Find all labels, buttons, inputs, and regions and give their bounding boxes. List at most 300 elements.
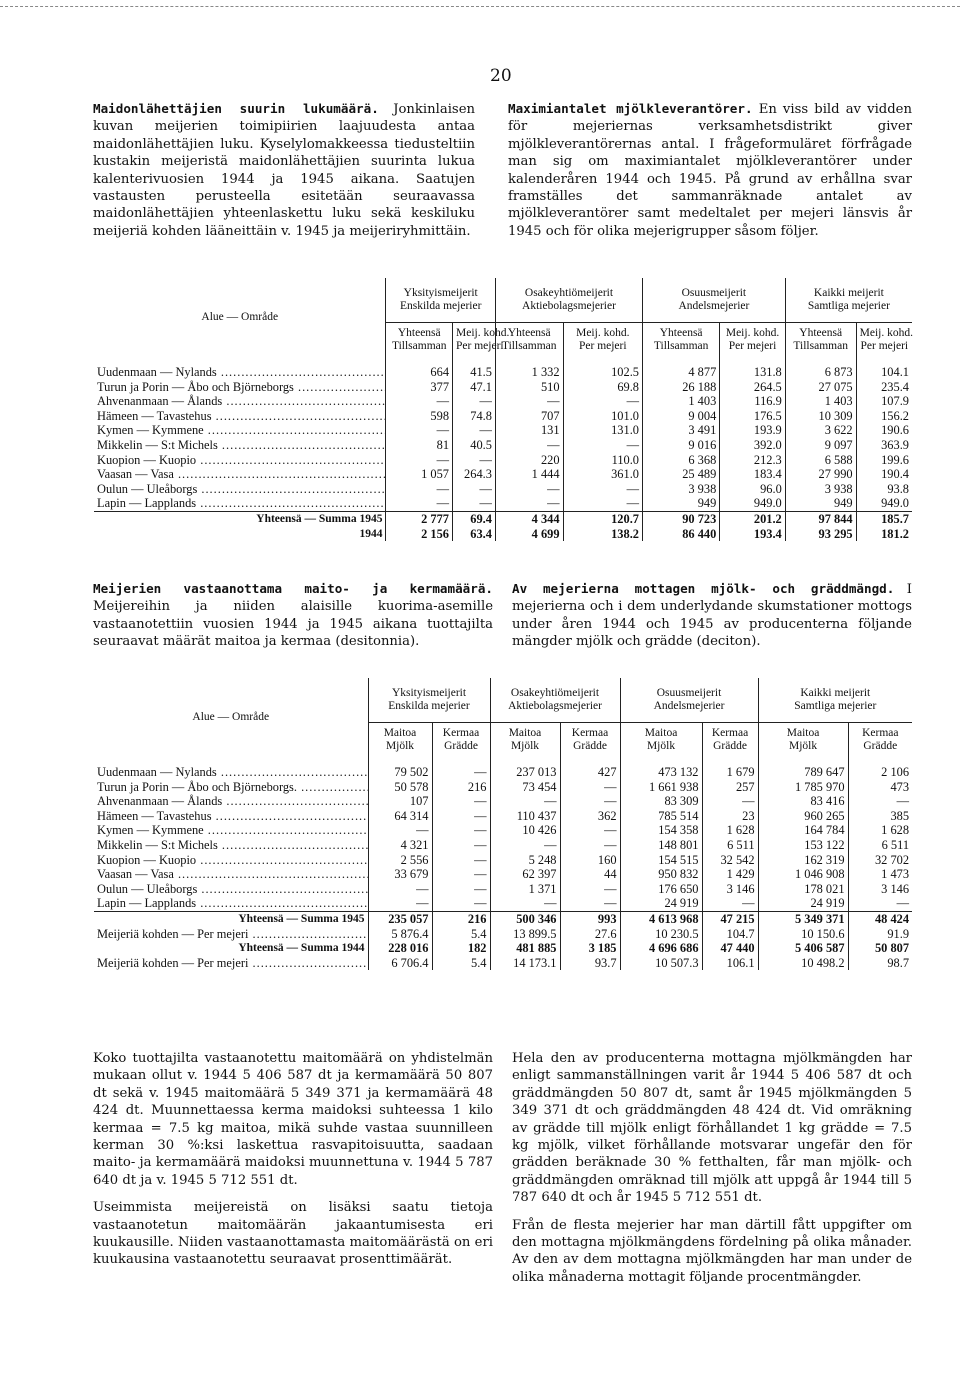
total-cell: 216: [432, 911, 490, 926]
table-cell: —: [848, 794, 912, 809]
table-cell: 1 628: [702, 823, 758, 838]
table-cell: 1 473: [848, 867, 912, 882]
table-cell: —: [432, 838, 490, 853]
table2-area-header: Alue — Område: [192, 711, 270, 724]
total-cell: 93.7: [560, 956, 620, 971]
total-cell: 201.2: [720, 511, 785, 526]
table-cell: 264.3: [453, 467, 496, 482]
table-cell: 264.5: [720, 380, 785, 395]
table-cell: 107.9: [856, 394, 912, 409]
table-cell: 1 403: [643, 394, 720, 409]
row-area-label: Kuopion — Kuopio .....: [94, 853, 368, 868]
table-row: [94, 438, 912, 453]
total-cell: 5.4: [432, 927, 490, 942]
total-cell: 3 185: [560, 941, 620, 956]
total-cell: 993: [560, 911, 620, 926]
section3-swedish: [512, 1050, 912, 1286]
table1-sub-total-header: Yhteensä Tillsamman: [785, 323, 856, 358]
table-cell: 5 248: [490, 853, 560, 868]
total-cell: 5 349 371: [758, 911, 848, 926]
table-cell: 27 990: [785, 467, 856, 482]
table-cell: 212.3: [720, 453, 785, 468]
table-cell: 960 265: [758, 809, 848, 824]
table-cell: 363.9: [856, 438, 912, 453]
table-cell: 33 679: [368, 867, 432, 882]
table-cell: 50 578: [368, 780, 432, 795]
table2-group-header: Kaikki meijerit Samtliga mejerier: [758, 678, 912, 723]
table-cell: —: [560, 823, 620, 838]
table-cell: —: [563, 438, 642, 453]
table-cell: 131: [495, 423, 563, 438]
total-cell: 182: [432, 941, 490, 956]
table-cell: 392.0: [720, 438, 785, 453]
table-row: [94, 757, 912, 780]
table-row: [94, 780, 912, 795]
row-area-label: Kymen — Kymmene .....: [94, 823, 368, 838]
table-cell: 9 016: [643, 438, 720, 453]
table-cell: 6 511: [702, 838, 758, 853]
section3-fi-p2: Useimmista meijereistä on lisäksi saatu tietoja vastaanotetun maitomäärän jakaantumisesta eri kuukausille. Niiden vastaanottamasta maitomäärästä on eri kuukausina vastaanotettu seuraavat prosenttimäärät.: [93, 1200, 493, 1268]
total-cell: 13 899.5: [490, 927, 560, 942]
table2-sub-milk-header: Maitoa Mjölk: [620, 723, 702, 758]
table-cell: 3 938: [785, 482, 856, 497]
table-cell: 153 122: [758, 838, 848, 853]
table-cell: —: [495, 438, 563, 453]
table-cell: —: [432, 882, 490, 897]
table-cell: —: [490, 794, 560, 809]
table-cell: 81: [386, 438, 453, 453]
total-cell: 138.2: [563, 527, 642, 542]
table-cell: 190.6: [856, 423, 912, 438]
section1-fi-title: Maidonlähettäjien suurin lukumäärä.: [93, 101, 379, 116]
total-cell: 47 215: [702, 911, 758, 926]
total-cell: 235 057: [368, 911, 432, 926]
total-cell: 5 876.4: [368, 927, 432, 942]
row-area-label: Hämeen — Tavastehus .....: [94, 809, 368, 824]
table-cell: 176 650: [620, 882, 702, 897]
table-cell: —: [368, 823, 432, 838]
table-cell: 1 057: [386, 467, 453, 482]
total-cell: 4 344: [495, 511, 563, 526]
table-cell: —: [495, 394, 563, 409]
row-area-label: Uudenmaan — Nylands .....: [94, 757, 368, 780]
total-cell: 10 507.3: [620, 956, 702, 971]
table-row: [94, 838, 912, 853]
total-cell: 27.6: [560, 927, 620, 942]
table2-sub-cream-header: Kermaa Grädde: [702, 723, 758, 758]
table-cell: —: [563, 394, 642, 409]
table-cell: 220: [495, 453, 563, 468]
table-cell: 949: [643, 496, 720, 511]
table-cell: 83 416: [758, 794, 848, 809]
table-row: [94, 423, 912, 438]
table2-sub-milk-header: Maitoa Mjölk: [490, 723, 560, 758]
table-cell: 473: [848, 780, 912, 795]
table2-sub-milk-header: Maitoa Mjölk: [758, 723, 848, 758]
table-cell: 24 919: [758, 896, 848, 911]
table-cell: 789 647: [758, 757, 848, 780]
table2-sub-cream-header: Kermaa Grädde: [560, 723, 620, 758]
total-cell: 193.4: [720, 527, 785, 542]
table-cell: 385: [848, 809, 912, 824]
table-cell: 510: [495, 380, 563, 395]
table-cell: 6 511: [848, 838, 912, 853]
table-cell: 79 502: [368, 757, 432, 780]
table-row: [94, 453, 912, 468]
table-cell: —: [560, 896, 620, 911]
table1-sub-total-header: Yhteensä Tillsamman: [386, 323, 453, 358]
table-cell: 9 004: [643, 409, 720, 424]
table-cell: 154 358: [620, 823, 702, 838]
table-cell: 707: [495, 409, 563, 424]
table-cell: 32 702: [848, 853, 912, 868]
total-cell: 69.4: [453, 511, 496, 526]
table-cell: 131.8: [720, 357, 785, 380]
table-cell: 237 013: [490, 757, 560, 780]
total-row: [94, 511, 912, 526]
row-area-label: Oulun — Uleåborgs .....: [94, 482, 386, 497]
table-cell: 183.4: [720, 467, 785, 482]
table-cell: 93.8: [856, 482, 912, 497]
section2-sv-title: Av mejerierna mottagen mjölk- och gräddmängd.: [512, 581, 895, 596]
total-label: Yhteensä — Summa 1945: [94, 911, 368, 926]
total-cell: 106.1: [702, 956, 758, 971]
total-cell: 48 424: [848, 911, 912, 926]
table-cell: 598: [386, 409, 453, 424]
row-area-label: Lapin — Lapplands .....: [94, 896, 368, 911]
table-cell: 949.0: [720, 496, 785, 511]
table-cell: 62 397: [490, 867, 560, 882]
table-cell: 27 075: [785, 380, 856, 395]
section2-swedish: [512, 580, 912, 651]
section3-sv-p2: Från de flesta mejerier har man därtill fått uppgifter om den mottagna mjölkmängdens fördelning på olika månader. Av den av dem mottagna mjölkmängden har man under de olika månaderna mottagit följande procentmängder.: [512, 1217, 912, 1285]
table-row: [94, 867, 912, 882]
table-cell: 3 491: [643, 423, 720, 438]
table-cell: 949.0: [856, 496, 912, 511]
page-number: 20: [490, 66, 512, 86]
table-cell: 69.8: [563, 380, 642, 395]
table-cell: 1 628: [848, 823, 912, 838]
table-cell: 1 679: [702, 757, 758, 780]
total-cell: 2 777: [386, 511, 453, 526]
table-cell: 199.6: [856, 453, 912, 468]
total-cell: 93 295: [785, 527, 856, 542]
total-label: 1944: [359, 527, 383, 540]
total-label: Meijeriä kohden — Per mejeri .....: [94, 956, 368, 971]
table-row: [94, 794, 912, 809]
table-cell: —: [386, 496, 453, 511]
section1-fi-text: Jonkinlaisen kuvan meijerien toimipiirien laajuudesta antaa maidonlähettäjien luku. Kyselylomakkeessa tiedusteltiin kustakin meijeristä maidonlähettäjien suurinta lukua kalenterivuosien 1944 ja 1945 aikana. Saatujen vastausten perusteella esitetään seuraavassa maidonlähettäjien yhteenlaskettu luku sekä keskiluku meijeriä kohden lääneittäin v. 1945 ja meijeriryhmittäin.: [93, 102, 475, 239]
table-row: [94, 809, 912, 824]
total-cell: 4 696 686: [620, 941, 702, 956]
table2-body: [94, 757, 912, 970]
total-cell: 5 406 587: [758, 941, 848, 956]
total-cell: 47 440: [702, 941, 758, 956]
table-cell: —: [453, 496, 496, 511]
table1-group-header: Osakeyhtiömeijerit Aktiebolagsmejerier: [495, 278, 642, 323]
table-cell: 40.5: [453, 438, 496, 453]
table-cell: —: [848, 896, 912, 911]
total-row: [94, 911, 912, 926]
table-cell: —: [560, 780, 620, 795]
table-cell: —: [432, 853, 490, 868]
row-area-label: Mikkelin — S:t Michels .....: [94, 438, 386, 453]
table2-sub-milk-header: Maitoa Mjölk: [368, 723, 432, 758]
table-cell: —: [702, 794, 758, 809]
total-cell: 10 150.6: [758, 927, 848, 942]
table-cell: 1 332: [495, 357, 563, 380]
table-cell: —: [563, 482, 642, 497]
total-label: Meijeriä kohden — Per mejeri .....: [94, 927, 368, 942]
total-row: [94, 941, 912, 956]
table-cell: 1 046 908: [758, 867, 848, 882]
total-cell: 104.7: [702, 927, 758, 942]
table-cell: 176.5: [720, 409, 785, 424]
table-row: [94, 482, 912, 497]
section1-finnish: [93, 100, 475, 240]
table2-group-header: Osakeyhtiömeijerit Aktiebolagsmejerier: [490, 678, 620, 723]
row-area-label: Turun ja Porin — Åbo och Björneborgs. .....: [94, 780, 368, 795]
table-cell: 74.8: [453, 409, 496, 424]
table-cell: 3 622: [785, 423, 856, 438]
table-cell: 107: [368, 794, 432, 809]
table-cell: 190.4: [856, 467, 912, 482]
section1-sv-text: En viss bild av vidden för mejeriernas verksamhetsdistrikt giver mjölkleverantörernas antal. I frågeformuläret förfrågade man sig om maximiantalet mjölkleverantörer under kalenderåren 1944 och 1945. På grund av erhållna svar framställes det sammanräknade antalet av mjölkleverantörer samt medeltalet per mejeri länsvis år 1945 och för olika mejerigrupper såsom följer.: [508, 102, 912, 239]
section3-fi-p1: Koko tuottajilta vastaanotettu maitomäärä on yhdistelmän mukaan ollut v. 1944 5 406 587 dt ja kermamäärä 50 807 dt sekä v. 1945 maitomäärä 5 349 371 ja kermamäärä 48 424 dt. Muunnettaessa kerma maidoksi suhteessa 1 kilo kermaa = 7.5 kg maitoa, mikä suhde vastaa suunnilleen kerman 30 %:ksi laskettua rasvapitoisuutta, saadaan maito- ja kermamäärä maidoksi muunnettuna v. 1944 5 787 640 dt ja v. 1945 5 712 551 dt.: [93, 1051, 493, 1188]
row-area-label: Lapin — Lapplands .....: [94, 496, 386, 511]
section1-sv-paragraph: [508, 100, 912, 240]
table1-group-header: Yksityismeijerit Enskilda mejerier: [386, 278, 495, 323]
table-cell: 131.0: [563, 423, 642, 438]
total-cell: 10 230.5: [620, 927, 702, 942]
table-cell: 3 146: [848, 882, 912, 897]
section2-sv-paragraph: [512, 580, 912, 651]
total-cell: 228 016: [368, 941, 432, 956]
table-cell: —: [563, 496, 642, 511]
table-cell: 1 429: [702, 867, 758, 882]
milk-cream-table: [94, 678, 912, 970]
table-cell: 235.4: [856, 380, 912, 395]
table-cell: 104.1: [856, 357, 912, 380]
table-row: [94, 357, 912, 380]
table-cell: 2 106: [848, 757, 912, 780]
table2-sub-cream-header: Kermaa Grädde: [848, 723, 912, 758]
row-area-label: Vaasan — Vasa .....: [94, 467, 386, 482]
row-area-label: Kymen — Kymmene .....: [94, 423, 386, 438]
table-cell: 154 515: [620, 853, 702, 868]
section2-sv-text: I mejerierna och i dem underlydande skumstationer mottogs under åren 1944 och 1945 av producenterna följande mängder mjölk och grädde (deciton).: [512, 582, 912, 650]
table-cell: 26 188: [643, 380, 720, 395]
section1-fi-paragraph: [93, 100, 475, 240]
table-cell: 950 832: [620, 867, 702, 882]
row-area-label: Vaasan — Vasa .....: [94, 867, 368, 882]
table-cell: 1 785 970: [758, 780, 848, 795]
table-cell: —: [560, 882, 620, 897]
table-cell: 6 873: [785, 357, 856, 380]
table-cell: 9 097: [785, 438, 856, 453]
table-cell: 362: [560, 809, 620, 824]
table-cell: 4 877: [643, 357, 720, 380]
table-cell: 1 444: [495, 467, 563, 482]
table1-body: [94, 357, 912, 541]
total-cell: 4 613 968: [620, 911, 702, 926]
total-cell: 2 156: [386, 527, 453, 542]
table-cell: 377: [386, 380, 453, 395]
table-cell: —: [432, 896, 490, 911]
total-cell: 181.2: [856, 527, 912, 542]
table-cell: 6 368: [643, 453, 720, 468]
total-cell: 185.7: [856, 511, 912, 526]
total-cell: 14 173.1: [490, 956, 560, 971]
table1-sub-total-header: Yhteensä Tillsamman: [643, 323, 720, 358]
table-row: [94, 409, 912, 424]
total-cell: 90 723: [643, 511, 720, 526]
table-cell: 193.9: [720, 423, 785, 438]
table-cell: —: [432, 823, 490, 838]
total-row: [94, 956, 912, 971]
table-cell: —: [453, 423, 496, 438]
table-cell: —: [368, 882, 432, 897]
table1-sub-total-header: Yhteensä Tillsamman: [495, 323, 563, 358]
table-row: [94, 394, 912, 409]
total-row: [94, 527, 912, 542]
table-cell: 83 309: [620, 794, 702, 809]
total-cell: 10 498.2: [758, 956, 848, 971]
section2-fi-title: Meijerien vastaanottama maito- ja kermamäärä.: [93, 581, 493, 596]
table-cell: 427: [560, 757, 620, 780]
row-area-label: Hämeen — Tavastehus .....: [94, 409, 386, 424]
total-cell: 50 807: [848, 941, 912, 956]
table-cell: 116.9: [720, 394, 785, 409]
table-row: [94, 882, 912, 897]
row-area-label: Oulun — Uleåborgs .....: [94, 882, 368, 897]
table-cell: 10 309: [785, 409, 856, 424]
table-cell: 156.2: [856, 409, 912, 424]
table-cell: 4 321: [368, 838, 432, 853]
table-cell: —: [560, 794, 620, 809]
section1-swedish: [508, 100, 912, 240]
section2-fi-paragraph: [93, 580, 493, 651]
table1-sub-avg-header: Meij. kohd. Per mejeri: [563, 323, 642, 358]
table-cell: 25 489: [643, 467, 720, 482]
table-row: [94, 467, 912, 482]
table1-sub-avg-header: Meij. kohd. Per mejeri: [720, 323, 785, 358]
table-cell: —: [386, 482, 453, 497]
total-row: [94, 927, 912, 942]
table-cell: 216: [432, 780, 490, 795]
table-cell: —: [386, 394, 453, 409]
total-cell: 4 699: [495, 527, 563, 542]
table-cell: 6 588: [785, 453, 856, 468]
row-area-label: Kuopion — Kuopio .....: [94, 453, 386, 468]
table-cell: 949: [785, 496, 856, 511]
table-cell: 1 371: [490, 882, 560, 897]
table-cell: 102.5: [563, 357, 642, 380]
table-cell: 110.0: [563, 453, 642, 468]
table-cell: 473 132: [620, 757, 702, 780]
table-cell: 101.0: [563, 409, 642, 424]
table-cell: 162 319: [758, 853, 848, 868]
table-cell: —: [432, 794, 490, 809]
total-cell: 6 706.4: [368, 956, 432, 971]
table1-sub-avg-header: Meij. kohd. Per mejeri: [453, 323, 496, 358]
table2-sub-cream-header: Kermaa Grädde: [432, 723, 490, 758]
total-cell: 120.7: [563, 511, 642, 526]
table-row: [94, 823, 912, 838]
table-cell: 148 801: [620, 838, 702, 853]
table2-group-header: Yksityismeijerit Enskilda mejerier: [368, 678, 490, 723]
section2-fi-text: Meijereihin ja niiden alaisille kuorima-asemille vastaanotettiin vuosien 1944 ja 1945 aikana tuottajilta seuraavat määrät maitoa ja kermaa (desitonnia).: [93, 599, 493, 650]
table1-group-header: Osuusmeijerit Andelsmejerier: [643, 278, 786, 323]
table-cell: 164 784: [758, 823, 848, 838]
table1-area-header: Alue — Område: [201, 311, 279, 324]
section3-sv-p1: Hela den av producenterna mottagna mjölkmängden har enligt sammanställningen varit år 1944 5 406 587 dt och gräddmängden 50 807 dt, samt år 1945 mjölkmängden 5 349 371 dt och gräddmängden 48 424 dt. Vid omräkning av grädde till mjölk enligt förhållandet 1 kg grädde = 7.5 kg mjölk, vilket förhållande motsvarar ungefär den för grädden beräknade 30 % fetthalten, får man mjölk- och gräddmängden omräknad till mjölk att uppgå år 1944 till 5 787 640 dt och år 1945 5 712 551 dt.: [512, 1051, 912, 1206]
table-cell: —: [386, 423, 453, 438]
total-cell: 97 844: [785, 511, 856, 526]
table-cell: 10 426: [490, 823, 560, 838]
table-cell: —: [432, 809, 490, 824]
table-cell: 73 454: [490, 780, 560, 795]
section2-finnish: [93, 580, 493, 651]
table2-group-header: Osuusmeijerit Andelsmejerier: [620, 678, 758, 723]
table-cell: 110 437: [490, 809, 560, 824]
table-cell: 41.5: [453, 357, 496, 380]
table-cell: —: [368, 896, 432, 911]
row-area-label: Ahvenanmaan — Ålands .....: [94, 794, 368, 809]
table1-sub-avg-header: Meij. kohd. Per mejeri: [856, 323, 912, 358]
table-cell: —: [432, 757, 490, 780]
table-cell: 44: [560, 867, 620, 882]
table-cell: 3 938: [643, 482, 720, 497]
table-cell: —: [453, 482, 496, 497]
table-cell: 361.0: [563, 467, 642, 482]
table-cell: —: [495, 496, 563, 511]
scan-top-edge: [0, 6, 960, 7]
table-cell: —: [560, 838, 620, 853]
table-row: [94, 496, 912, 511]
table-cell: —: [453, 453, 496, 468]
row-area-label: Ahvenanmaan — Ålands .....: [94, 394, 386, 409]
total-label: Yhteensä — Summa 1945: [94, 511, 386, 526]
table1-group-header: Kaikki meijerit Samtliga mejerier: [785, 278, 912, 323]
supplier-count-table: [94, 278, 912, 541]
table-cell: —: [490, 838, 560, 853]
table-cell: 1 661 938: [620, 780, 702, 795]
table-cell: 96.0: [720, 482, 785, 497]
table-cell: 3 146: [702, 882, 758, 897]
table-cell: —: [386, 453, 453, 468]
table-row: [94, 853, 912, 868]
total-cell: 500 346: [490, 911, 560, 926]
total-cell: 5.4: [432, 956, 490, 971]
table-row: [94, 380, 912, 395]
table-cell: 785 514: [620, 809, 702, 824]
total-cell: 98.7: [848, 956, 912, 971]
total-cell: 63.4: [453, 527, 496, 542]
table-cell: 64 314: [368, 809, 432, 824]
table-cell: 32 542: [702, 853, 758, 868]
total-cell: 91.9: [848, 927, 912, 942]
table-row: [94, 896, 912, 911]
table-cell: —: [432, 867, 490, 882]
total-cell: 481 885: [490, 941, 560, 956]
table-cell: —: [490, 896, 560, 911]
table-cell: 23: [702, 809, 758, 824]
table-cell: —: [453, 394, 496, 409]
section1-sv-title: Maximiantalet mjölkleverantörer.: [508, 101, 753, 116]
table-cell: 24 919: [620, 896, 702, 911]
row-area-label: Uudenmaan — Nylands .....: [94, 357, 386, 380]
